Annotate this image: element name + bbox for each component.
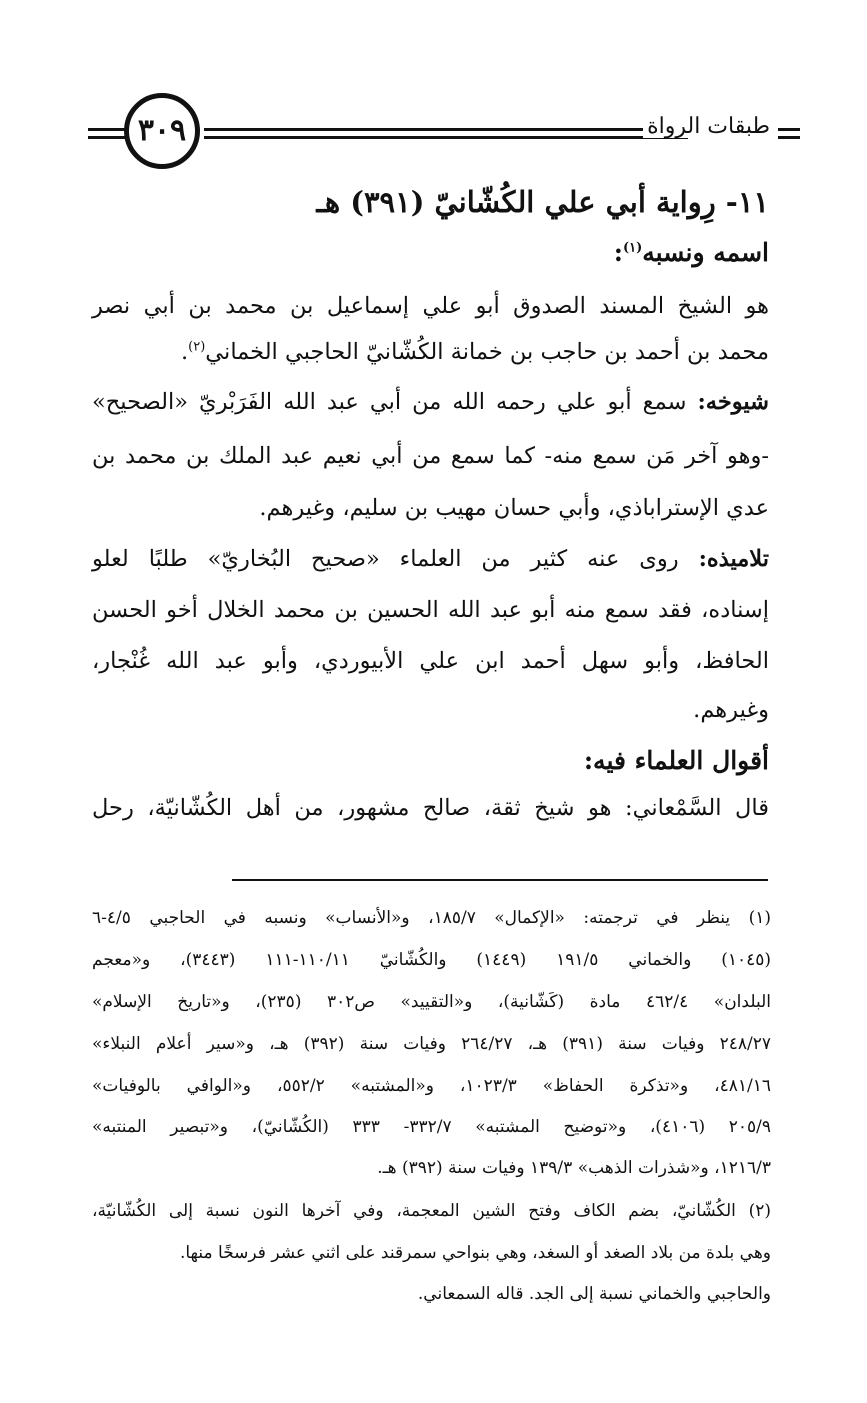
name-lineage-heading-text: اسمه ونسبه — [642, 238, 769, 267]
students-line — [92, 546, 769, 572]
footnote-1-line: ١٢١٦/٣، و«شذرات الذهب» ١٣٩/٣ وفيات سنة (٣٩٢) هـ. — [377, 1158, 771, 1178]
section-title: ١١- رِواية أبي علي الكُشّانيّ (٣٩١) هـ — [316, 185, 769, 219]
header-rule — [204, 136, 688, 139]
footnote-ref-2: (٢) — [188, 339, 206, 355]
body-line-text: محمد بن أحمد بن حاجب بن خمانة الكُشّانيّ الحاجبي الخماني — [205, 339, 769, 365]
body-line: عدي الإستراباذي، وأبي حسان مهيب بن سليم، وغيرهم. — [259, 495, 769, 521]
body-line: إسناده، فقد سمع منه أبو عبد الله الحسين بن محمد الخلال أخو الحسن — [92, 597, 769, 623]
teachers-text: سمع أبو علي رحمه الله من أبي عبد الله الفَرَبْريّ «الصحيح» — [92, 389, 698, 415]
line-end-period: . — [181, 339, 189, 365]
page-header — [88, 88, 800, 180]
header-rule — [204, 128, 688, 131]
footnote-1-line: ٢٠٥/٩ (٤١٠٦)، و«توضيح المشتبه» ٣٣٢/٧- ٣٣٣ (الكُشّانيّ)، و«تبصير المنتبه» — [92, 1117, 771, 1137]
header-rule — [778, 136, 800, 139]
opinions-heading: أقوال العلماء فيه: — [583, 746, 769, 775]
running-title: طبقات الرواة — [643, 116, 774, 138]
page-number: ٣٠٩ — [137, 113, 187, 148]
footnote-1-line: ٢٤٨/٢٧ وفيات سنة (٣٩١) هـ، ٢٦٤/٢٧ وفيات سنة (٣٩٢) هـ، و«سير أعلام النبلاء» — [92, 1034, 772, 1054]
header-rule — [778, 128, 800, 131]
teachers-line — [92, 389, 769, 415]
footnote-ref-1: (١) — [622, 240, 643, 256]
body-line: الحافظ، وأبو سهل أحمد ابن علي الأبيوردي، وأبو عبد الله غُنْجار، — [92, 648, 769, 674]
footnote-1-line: (١٠٤٥) والخماني ١٩١/٥ (١٤٤٩) والكُشّانيّ ١١٠/١١-١١١ (٣٤٤٣)، و«معجم — [92, 950, 771, 970]
footnote-1-line: (١) ينظر في ترجمته: «الإكمال» ١٨٥/٧، و«الأنساب» ونسبه في الحاجبي ٤/٥-٦ — [92, 908, 771, 928]
students-label: تلاميذه: — [698, 546, 769, 572]
body-line — [92, 339, 769, 365]
body-line: قال السَّمْعاني: هو شيخ ثقة، صالح مشهور، من أهل الكُشّانيّة، رحل — [92, 795, 769, 821]
footnote-2-line: (٢) الكُشّانيّ، بضم الكاف وفتح الشين المعجمة، وفي آخرها النون نسبة إلى الكُشّانيّة، — [92, 1201, 771, 1221]
name-lineage-heading — [614, 238, 769, 267]
footnote-1-line: ٤٨١/١٦، و«تذكرة الحفاظ» ١٠٢٣/٣، و«المشتبه» ٥٥٢/٢، و«الوافي بالوفيات» — [92, 1076, 772, 1096]
footnote-2-line: والحاجبي والخماني نسبة إلى الجد. قاله السمعاني. — [417, 1284, 771, 1304]
body-line: -وهو آخر مَن سمع منه- كما سمع من أبي نعيم عبد الملك بن محمد بن — [92, 443, 769, 469]
footnote-2-line: وهي بلدة من بلاد الصغد أو السغد، وهي بنواحي سمرقند على اثني عشر فرسخًا منها. — [179, 1243, 771, 1263]
teachers-label: شيوخه: — [697, 389, 769, 415]
students-text: روى عنه كثير من العلماء «صحيح البُخاريّ» طلبًا لعلو — [92, 546, 699, 572]
heading-colon: : — [613, 238, 623, 267]
body-line: هو الشيخ المسند الصدوق أبو علي إسماعيل بن محمد بن أبي نصر — [92, 293, 769, 319]
footnote-separator — [232, 879, 768, 881]
body-line: وغيرهم. — [693, 697, 769, 723]
footnote-1-line: البلدان» ٤٦٢/٤ مادة (كَشّانية)، و«التقييد» ص٣٠٢ (٢٣٥)، و«تاريخ الإسلام» — [92, 992, 771, 1012]
page-number-badge — [124, 93, 200, 169]
